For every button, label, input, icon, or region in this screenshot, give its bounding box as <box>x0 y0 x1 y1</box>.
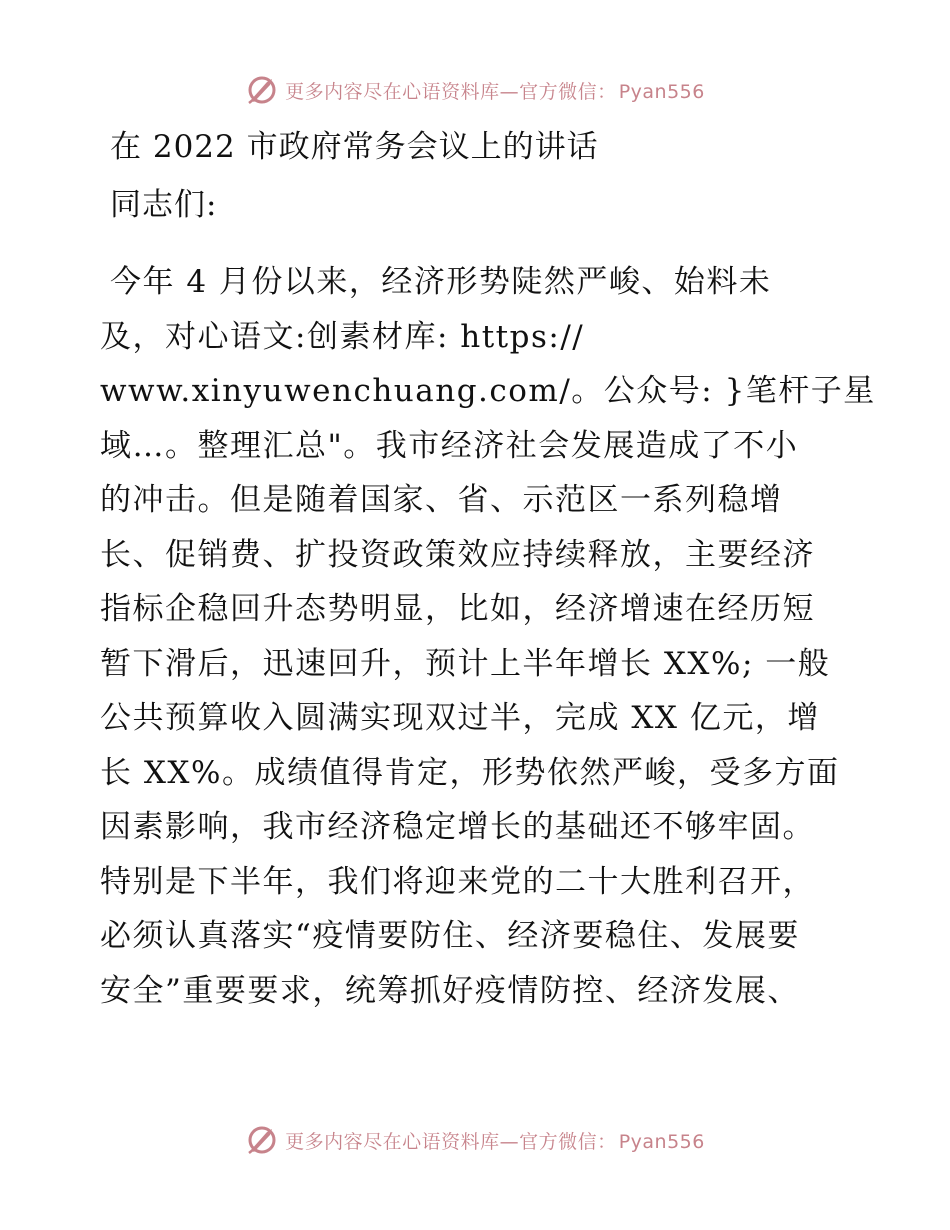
body-line: 长 XX%。成绩值得肯定，形势依然严峻，受多方面 <box>100 754 840 791</box>
watermark-wechat-id: Pyan556 <box>618 80 705 103</box>
watermark-wechat-label: 官方微信： <box>519 1130 617 1153</box>
document-page <box>100 126 876 1018</box>
body-line: 公共预算收入圆满实现双过半，完成 XX 亿元，增 <box>100 700 820 736</box>
footer-watermark <box>0 1120 950 1160</box>
body-line: 及，对心语文:创素材库: https:// <box>100 318 585 355</box>
body-line: 特别是下半年，我们将迎来党的二十大胜利召开， <box>100 863 815 900</box>
watermark-wechat-id: Pyan556 <box>618 1130 705 1153</box>
watermark-text <box>285 1127 705 1154</box>
body-line: 因素影响，我市经济稳定增长的基础还不够牢固。 <box>100 809 815 845</box>
body-line: 必须认真落实“疫情要防住、经济要稳住、发展要 <box>100 918 800 954</box>
watermark-brand: 更多内容尽在心语资料库 <box>285 1130 500 1153</box>
body-line: 今年 4 月份以来，经济形势陡然严峻、始料未 <box>110 264 772 300</box>
body-line: 指标企稳回升态势明显，比如，经济增速在经历短 <box>100 591 815 627</box>
body-paragraph <box>100 255 876 1018</box>
watermark-brand: 更多内容尽在心语资料库 <box>285 80 500 103</box>
watermark-separator: — <box>499 80 520 103</box>
quill-pen-circle-icon <box>245 73 279 107</box>
body-line: 的冲击。但是随着国家、省、示范区一系列稳增 <box>100 482 783 518</box>
watermark-wechat-label: 官方微信： <box>519 80 617 103</box>
body-line: 长、促销费、扩投资政策效应持续释放，主要经济 <box>100 536 815 573</box>
document-title: 在 2022 市政府常务会议上的讲话 <box>110 129 599 165</box>
body-line: 域…。整理汇总"。我市经济社会发展造成了不小 <box>100 427 799 464</box>
watermark-text <box>285 77 705 104</box>
salutation: 同志们: <box>110 187 218 223</box>
quill-pen-circle-icon <box>245 1123 279 1157</box>
header-watermark <box>0 70 950 110</box>
body-line: 安全”重要要求，统筹抓好疫情防控、经济发展、 <box>100 972 800 1009</box>
watermark-separator: — <box>499 1130 520 1153</box>
body-line: www.xinyuwenchuang.com/。公众号: }笔杆子星 <box>100 373 876 409</box>
body-line: 暂下滑后，迅速回升，预计上半年增长 XX%; 一般 <box>100 645 831 682</box>
